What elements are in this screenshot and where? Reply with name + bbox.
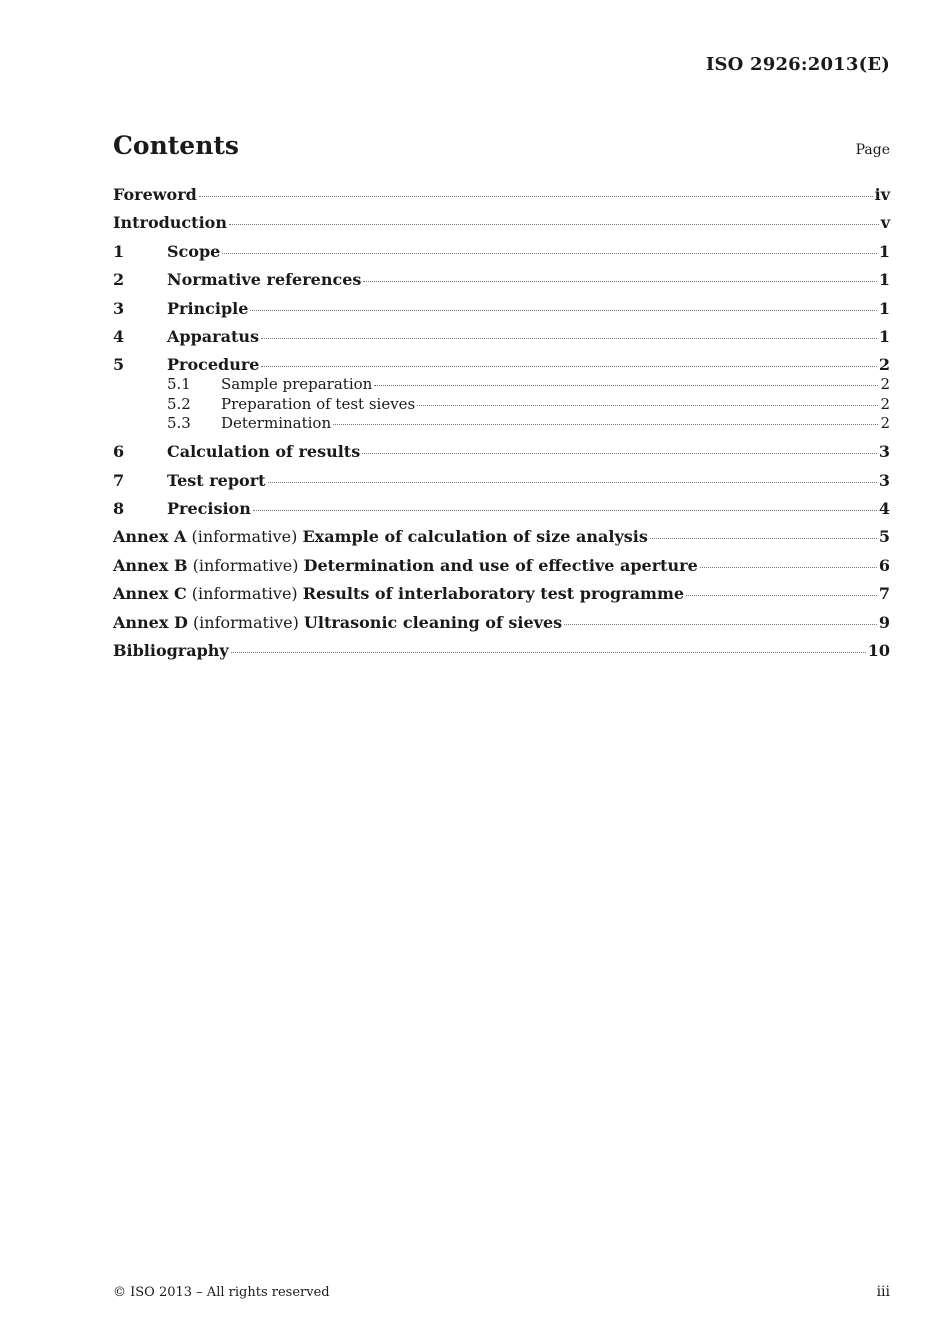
dot-leader	[333, 424, 878, 425]
dot-leader	[362, 453, 877, 454]
toc-subentry-sample-preparation[interactable]	[113, 375, 890, 395]
annex-title: Example of calculation of size analysis	[302, 527, 648, 547]
annex-label: Annex C	[113, 584, 187, 604]
toc-entry-test-report[interactable]	[113, 471, 890, 491]
dot-leader	[250, 310, 876, 311]
toc-entry-annex-c[interactable]	[113, 584, 890, 604]
toc-subentry-number: 5.1	[167, 375, 191, 394]
annex-label: Annex D	[113, 612, 188, 632]
toc-entry-title: Normative references	[167, 270, 362, 290]
toc-entry-title: Scope	[167, 241, 221, 261]
toc-subentry-page: 2	[880, 414, 890, 433]
dot-leader	[374, 385, 878, 386]
toc-subentry-number: 5.2	[167, 394, 191, 413]
toc-entry-number: 1	[113, 241, 125, 261]
toc-entry-number: 6	[113, 442, 125, 462]
toc-entry-page: 1	[878, 298, 890, 318]
toc-entry-page: 4	[878, 499, 890, 519]
dot-leader	[564, 624, 877, 625]
toc-entry-page: v	[880, 213, 890, 233]
toc-entry-title: Apparatus	[167, 326, 259, 346]
toc-entry-number: 3	[113, 298, 125, 318]
toc-entry-page: 3	[878, 470, 890, 490]
annex-label: Annex A	[113, 527, 187, 547]
toc-entry-introduction[interactable]	[113, 213, 890, 233]
page-number: iii	[876, 1284, 890, 1300]
dot-leader	[268, 482, 877, 483]
copyright-notice: © ISO 2013 – All rights reserved	[113, 1285, 330, 1300]
toc-entry-foreword[interactable]	[113, 185, 890, 205]
toc-entry-page: 1	[878, 241, 890, 261]
toc-subentry-number: 5.3	[167, 414, 191, 433]
dot-leader	[417, 405, 878, 406]
annex-kind: (informative)	[191, 584, 298, 604]
toc-entry-title: Precision	[167, 499, 251, 519]
toc-entry-scope[interactable]	[113, 242, 890, 262]
toc-entry-annex-d[interactable]	[113, 613, 890, 633]
toc-entry-title: Test report	[167, 470, 266, 490]
document-id: ISO 2926:2013(E)	[705, 54, 890, 75]
toc-entry-page: 10	[867, 640, 890, 660]
toc-entry-apparatus[interactable]	[113, 327, 890, 347]
dot-leader	[700, 567, 877, 568]
toc-entry-bibliography[interactable]	[113, 641, 890, 661]
toc-entry-page: 1	[878, 326, 890, 346]
toc-entry-title: Bibliography	[113, 640, 229, 660]
toc-entry-page: 1	[878, 270, 890, 290]
annex-kind: (informative)	[191, 527, 298, 547]
toc-subentry-preparation-of-test-sieves[interactable]	[113, 395, 890, 415]
annex-kind: (informative)	[192, 612, 299, 632]
annex-label: Annex B	[113, 555, 188, 575]
toc-subentry-title: Determination	[221, 414, 332, 433]
toc-subentry-page: 2	[880, 394, 890, 413]
toc-entry-page: 2	[878, 355, 890, 375]
dot-leader	[253, 510, 877, 511]
dot-leader	[261, 338, 877, 339]
toc-entry-title: Principle	[167, 298, 249, 318]
dot-leader	[231, 652, 866, 653]
toc-entry-title: Introduction	[113, 213, 227, 233]
toc-entry-number: 4	[113, 326, 125, 346]
toc-entry-title: Foreword	[113, 185, 197, 204]
toc-subentry-title: Sample preparation	[221, 375, 373, 394]
toc-entry-number: 7	[113, 470, 125, 490]
dot-leader	[222, 253, 877, 254]
toc-subentry-page: 2	[880, 375, 890, 394]
dot-leader	[363, 281, 876, 282]
dot-leader	[229, 224, 879, 225]
annex-kind: (informative)	[192, 555, 299, 575]
annex-title: Results of interlaboratory test programme	[302, 584, 685, 604]
toc-entry-title: Calculation of results	[167, 442, 361, 462]
toc-entry-number: 5	[113, 355, 125, 375]
toc-subentry-determination[interactable]	[113, 414, 890, 434]
page-title: Contents	[113, 131, 240, 160]
table-of-contents	[113, 185, 890, 669]
toc-entry-page: 6	[878, 555, 890, 575]
toc-entry-calculation-of-results[interactable]	[113, 442, 890, 462]
page-column-label: Page	[855, 142, 890, 158]
dot-leader	[686, 595, 877, 596]
toc-entry-annex-a[interactable]	[113, 527, 890, 547]
dot-leader	[199, 196, 873, 197]
toc-entry-page: 7	[878, 584, 890, 604]
dot-leader	[261, 366, 876, 367]
dot-leader	[650, 538, 877, 539]
toc-entry-normative-references[interactable]	[113, 270, 890, 290]
toc-entry-title: Procedure	[167, 355, 260, 375]
toc-entry-page: 3	[878, 442, 890, 462]
annex-title: Ultrasonic cleaning of sieves	[303, 612, 563, 632]
toc-entry-procedure[interactable]	[113, 355, 890, 375]
toc-entry-page: iv	[874, 185, 890, 204]
toc-entry-number: 8	[113, 499, 125, 519]
toc-entry-annex-b[interactable]	[113, 556, 890, 576]
toc-subentry-title: Preparation of test sieves	[221, 394, 416, 413]
toc-entry-precision[interactable]	[113, 499, 890, 519]
toc-entry-page: 5	[878, 527, 890, 547]
toc-entry-principle[interactable]	[113, 299, 890, 319]
annex-title: Determination and use of effective aperture	[303, 555, 698, 575]
toc-entry-number: 2	[113, 270, 125, 290]
toc-entry-page: 9	[878, 612, 890, 632]
